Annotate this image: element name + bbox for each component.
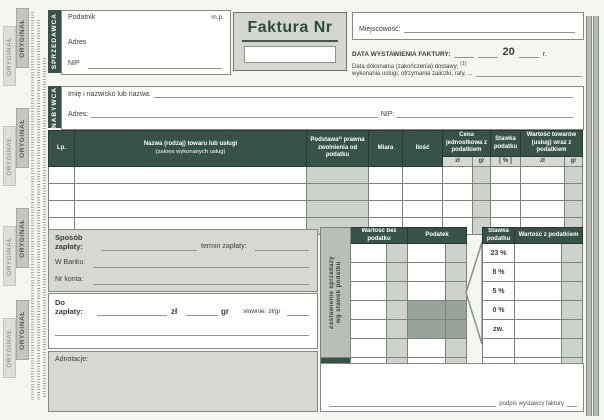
tax-summary-gross-table xyxy=(482,227,583,377)
account-label: Nr konta: xyxy=(55,276,84,283)
payment-method-label-1: Sposób xyxy=(55,233,83,242)
copy-label: ORYGINAŁ xyxy=(6,236,13,276)
price-gr-cell[interactable] xyxy=(473,167,491,184)
value-zl-cell[interactable] xyxy=(521,184,565,201)
copy-strip-bar xyxy=(16,208,29,268)
copy-label: ORYGINAŁ xyxy=(19,218,26,258)
seller-nip-field[interactable] xyxy=(88,68,222,69)
delivery-note-line2: wykonania usługi; otrzymania zaliczki, raty, ... xyxy=(352,71,473,78)
unit-cell[interactable] xyxy=(369,167,403,184)
seller-address-label: Adres xyxy=(68,39,87,46)
net-gr-cell[interactable] xyxy=(387,320,408,339)
tax-zl-cell[interactable] xyxy=(408,263,446,282)
delivery-date-note xyxy=(352,61,582,77)
gross-column-header: Wartość z podatkiem xyxy=(515,228,583,244)
tax-zl-cell[interactable] xyxy=(408,282,446,301)
payment-method-label-2: zapłaty: xyxy=(55,242,83,251)
copy-strip-bar xyxy=(16,8,29,68)
buyer-address-field[interactable] xyxy=(91,117,378,118)
signature-line-tail xyxy=(567,406,577,407)
account-field[interactable] xyxy=(93,284,309,285)
name-cell[interactable] xyxy=(75,167,307,184)
net-zl-cell[interactable] xyxy=(351,301,387,320)
due-gr-field[interactable] xyxy=(186,315,218,316)
summary-row-zw xyxy=(483,320,583,339)
gross-gr-cell[interactable] xyxy=(562,320,583,339)
delivery-note-line1: Data dokonania (zakończenia) dostawy; xyxy=(352,64,459,70)
due-words-field[interactable] xyxy=(287,315,309,316)
lp-cell[interactable] xyxy=(49,201,75,218)
summary-row-extra xyxy=(483,339,583,358)
buyer-section-text: NABYWCA xyxy=(51,86,58,128)
net-gr-cell[interactable] xyxy=(387,339,408,358)
rate-empty-cell[interactable] xyxy=(483,339,515,358)
gross-gr-cell[interactable] xyxy=(562,244,583,263)
buyer-box xyxy=(61,86,584,130)
summary-row-0 xyxy=(483,301,583,320)
copy-label: ORYGINAŁ xyxy=(6,36,13,76)
buyer-section-label xyxy=(48,86,61,128)
invoice-title-box xyxy=(233,12,347,71)
net-zl-cell[interactable] xyxy=(351,282,387,301)
tax-zl-cell[interactable] xyxy=(408,339,446,358)
due-label-1: Do xyxy=(55,298,65,307)
rate-label: 8 % xyxy=(483,263,515,282)
value-zl-cell[interactable] xyxy=(521,167,565,184)
date-year-field[interactable] xyxy=(519,49,539,58)
value-gr-cell[interactable] xyxy=(565,184,583,201)
signature-box xyxy=(320,363,584,412)
tax-blocked-cell xyxy=(408,301,446,320)
gross-gr-cell[interactable] xyxy=(562,282,583,301)
rate-label: 23 % xyxy=(483,244,515,263)
date-day-field[interactable] xyxy=(454,49,474,58)
bank-field[interactable] xyxy=(93,267,309,268)
signature-line[interactable] xyxy=(329,406,496,407)
copy-strip-bar xyxy=(3,318,16,378)
copy-label: ORYGINAŁ xyxy=(19,118,26,158)
tax-column-header: Podatek xyxy=(408,228,467,244)
col-name-header xyxy=(75,131,307,167)
seller-section-text: SPRZEDAWCA xyxy=(51,13,58,70)
due-zl-field[interactable] xyxy=(97,315,167,316)
copy-label: ORYGINAŁ xyxy=(6,136,13,176)
buyer-name-label: Imię i nazwisko lub nazwa: xyxy=(68,91,151,98)
annotations-box[interactable] xyxy=(48,351,318,412)
value-gr-cell[interactable] xyxy=(565,167,583,184)
invoice-title: Faktura Nr xyxy=(247,19,333,36)
col-price-header: Cena jednostkowa z podatkiem xyxy=(443,131,491,157)
date-year-suffix: r. xyxy=(542,51,547,58)
net-gr-cell[interactable] xyxy=(387,301,408,320)
price-zl-subheader: zł xyxy=(443,157,473,167)
lp-cell[interactable] xyxy=(49,167,75,184)
col-unit-header: Miara xyxy=(369,131,403,167)
delivery-footnote-ref: (1) xyxy=(460,61,467,67)
rate-cell[interactable] xyxy=(491,167,521,184)
copy-label: ORYGINAŁ xyxy=(19,18,26,58)
rate-label: 5 % xyxy=(483,282,515,301)
summary-row-8 xyxy=(483,263,583,282)
qty-cell[interactable] xyxy=(403,201,443,218)
copy-strip-bar xyxy=(3,26,16,86)
price-zl-cell[interactable] xyxy=(443,167,473,184)
col-lp-header: Lp. xyxy=(49,131,75,167)
city-box xyxy=(352,12,584,40)
tax-blocked-cell xyxy=(408,320,446,339)
payment-box xyxy=(48,229,318,292)
date-month-field[interactable] xyxy=(478,49,498,58)
rate-cell[interactable] xyxy=(491,201,521,218)
name-cell[interactable] xyxy=(75,184,307,201)
buyer-nip-label: NIP: xyxy=(380,111,395,118)
col-basis-header: Podstawa²⁾ prawna zwolnienia od podatku xyxy=(307,131,369,167)
delivery-date-field[interactable] xyxy=(476,76,582,77)
summary-vertical-line1: Zestawienie sprzedaży xyxy=(329,255,335,330)
summary-row-5 xyxy=(483,282,583,301)
payment-method-field[interactable] xyxy=(101,250,197,251)
summary-vertical-line2: wg stawek podatku xyxy=(336,261,342,324)
buyer-address-label: Adres: xyxy=(68,111,89,118)
unit-cell[interactable] xyxy=(369,184,403,201)
due-label-2: zapłaty: xyxy=(55,307,83,316)
item-row xyxy=(49,184,583,201)
basis-cell[interactable] xyxy=(307,184,369,201)
invoice-number-field[interactable] xyxy=(244,46,336,63)
net-column-header: Wartość bez podatku xyxy=(351,228,408,244)
unit-cell[interactable] xyxy=(369,201,403,218)
due-words-field-line2[interactable] xyxy=(55,335,309,336)
payment-term-field[interactable] xyxy=(255,250,309,251)
gross-gr-cell[interactable] xyxy=(562,339,583,358)
issue-date-row xyxy=(352,42,582,58)
micro-print-column xyxy=(31,12,34,400)
item-row xyxy=(49,201,583,218)
basis-cell[interactable] xyxy=(307,201,369,218)
issue-date-label: DATA WYSTAWIENIA FAKTURY: xyxy=(352,51,451,58)
buyer-nip-field[interactable] xyxy=(397,117,573,118)
rate-column-header: Stawka podatku xyxy=(483,228,515,244)
value-zl-cell[interactable] xyxy=(521,201,565,218)
name-cell[interactable] xyxy=(75,201,307,218)
summary-row-23 xyxy=(483,244,583,263)
gross-zl-cell[interactable] xyxy=(515,339,562,358)
gross-gr-cell[interactable] xyxy=(562,301,583,320)
gross-zl-cell[interactable] xyxy=(515,263,562,282)
value-gr-subheader: gr xyxy=(565,157,583,167)
price-gr-cell[interactable] xyxy=(473,184,491,201)
rate-label: 0 % xyxy=(483,301,515,320)
gross-zl-cell[interactable] xyxy=(515,244,562,263)
col-qty-header: Ilość xyxy=(403,131,443,167)
price-zl-cell[interactable] xyxy=(443,184,473,201)
summary-arrow-icon xyxy=(463,241,483,345)
due-words-label: słownie: zł/gr xyxy=(243,308,281,315)
micro-print-column xyxy=(43,58,46,398)
net-gr-cell[interactable] xyxy=(387,282,408,301)
seller-box xyxy=(61,10,231,75)
qty-cell[interactable] xyxy=(403,167,443,184)
pad-edge-bar xyxy=(593,16,599,416)
stamp-label: m.p. xyxy=(211,14,224,21)
net-zl-cell[interactable] xyxy=(351,244,387,263)
item-row xyxy=(49,167,583,184)
title-rule xyxy=(242,40,338,42)
col-value-header: Wartość towarów (usług) wraz z podatkiem xyxy=(521,131,583,157)
date-century: 20 xyxy=(502,46,515,58)
value-gr-cell[interactable] xyxy=(565,201,583,218)
seller-section-label xyxy=(48,10,61,73)
net-zl-cell[interactable] xyxy=(351,339,387,358)
tax-zl-cell[interactable] xyxy=(408,244,446,263)
price-gr-cell[interactable] xyxy=(473,201,491,218)
rate-pct-subheader: [ % ] xyxy=(491,157,521,167)
rate-label: zw. xyxy=(483,320,515,339)
copy-label: ORYGINAŁ xyxy=(6,328,13,368)
price-gr-subheader: gr xyxy=(473,157,491,167)
col-rate-header: Stawka podatku xyxy=(491,131,521,157)
gross-zl-cell[interactable] xyxy=(515,320,562,339)
items-table xyxy=(48,130,583,235)
qty-cell[interactable] xyxy=(403,184,443,201)
summary-vertical-label xyxy=(321,228,351,358)
gross-zl-cell[interactable] xyxy=(515,301,562,320)
gross-zl-cell[interactable] xyxy=(515,282,562,301)
city-label: Miejscowość: xyxy=(359,26,401,33)
signature-label: podpis wystawcy faktury xyxy=(499,401,564,407)
due-zl-label: zł xyxy=(171,307,178,316)
pad-edge-bar xyxy=(586,16,592,416)
copy-strip-bar xyxy=(16,300,29,360)
copy-strip-bar xyxy=(16,108,29,168)
copy-label: ORYGINAŁ xyxy=(19,310,26,350)
net-gr-cell[interactable] xyxy=(387,263,408,282)
copy-strip-bar xyxy=(3,226,16,286)
payment-term-label: termin zapłaty: xyxy=(201,243,247,250)
tax-summary-net-table xyxy=(320,227,467,377)
net-zl-cell[interactable] xyxy=(351,320,387,339)
price-zl-cell[interactable] xyxy=(443,201,473,218)
amount-due-box xyxy=(48,293,318,349)
taxpayer-label: Podatnik xyxy=(68,14,96,21)
value-zl-subheader: zł xyxy=(521,157,565,167)
buyer-name-field[interactable] xyxy=(154,97,573,98)
micro-print-column xyxy=(37,20,40,400)
rate-cell[interactable] xyxy=(491,184,521,201)
annotations-label: Adnotacje: xyxy=(55,356,89,363)
seller-nip-label: NIP xyxy=(68,60,80,67)
net-zl-cell[interactable] xyxy=(351,263,387,282)
net-gr-cell[interactable] xyxy=(387,244,408,263)
basis-cell[interactable] xyxy=(307,167,369,184)
lp-cell[interactable] xyxy=(49,184,75,201)
gross-gr-cell[interactable] xyxy=(562,263,583,282)
city-field[interactable] xyxy=(404,32,575,33)
copy-strip-bar xyxy=(3,126,16,186)
due-gr-label: gr xyxy=(221,307,229,316)
col-name-title: Nazwa (rodzaj) towaru lub usługi xyxy=(143,140,238,147)
bank-label: W Banku: xyxy=(55,259,86,266)
col-name-subtitle: (zakres wykonanych usług) xyxy=(155,148,226,155)
